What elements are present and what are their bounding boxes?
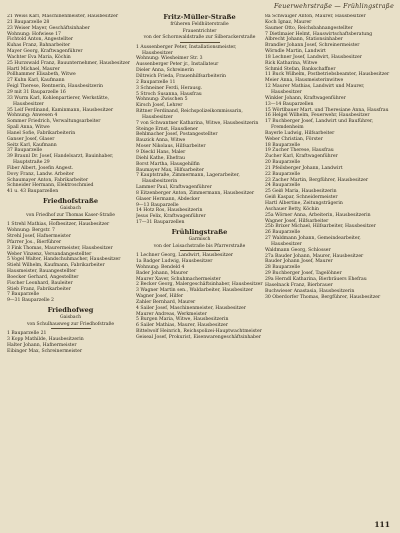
resident-entry: 15 Wörtlbauer Mart. und Theresiane Anna, Hausfrau — [265, 107, 389, 113]
resident-entry: Geiseal Josef, Prokurist, Eisenwarengeschäftsinhaber — [136, 334, 261, 340]
resident-entry: 26 Bauparzelle — [265, 230, 301, 236]
resident-entry: Diehl Kathe, Ehefrau — [136, 155, 185, 161]
resident-entry: 30 Oberdorfer Thomas, Bergführer, Hausbesitzer — [265, 294, 381, 300]
resident-entry: 5 Vogel Walter, Handschuhmacher, Hausbesitzer — [7, 257, 121, 263]
resident-entry: Wagner Josef, Hilfer — [136, 294, 184, 300]
resident-entry: Wohnung: Wiesheimer Str. 3 — [136, 56, 203, 62]
resident-entry: 18 Bauparzelle — [265, 142, 301, 148]
resident-entry: Bauder Johann Josef, Maurer — [265, 259, 333, 265]
resident-entry: 4 Sailer Josef, Maschinenmeister, Hausbesitzer — [136, 305, 246, 311]
resident-entry: 12 Maurer Mathias, Landwirt und Maurer, Hausbesitzer — [265, 84, 365, 95]
resident-entry: 18 Lechner Josef, Landwirt, Hausbesitzer — [265, 54, 362, 60]
resident-entry: Buchwieser Anastasia, Hausbesitzerin — [265, 288, 355, 294]
resident-entry: Halter Johann, Hafnermeister — [7, 343, 77, 349]
street-description: von der Schornwaldstraße zur Silberackerstraße — [143, 35, 256, 41]
resident-entry: 23 Zacher Martin, Bergführer, Hausbesitzer — [265, 177, 369, 183]
resident-entry: 27 Waldmann Johann, Gemeindearbeiter, Hausbesitzer — [265, 236, 361, 247]
resident-entry: Schmid Stefan, Bankschaffner — [265, 66, 336, 72]
resident-entry: Steinge Ernst, Hausdiener — [136, 126, 198, 132]
resident-entry: 25 Hurzswald Franz, Bauunternehmer, Hausbesitzer — [7, 60, 131, 66]
resident-entry: Dieler Anna, Schreinerin — [136, 68, 194, 74]
resident-entry: Dovy Franz, Landw. Arbeiter — [7, 171, 74, 177]
resident-entry: Fichtold Anton, Angestellter — [7, 37, 73, 43]
resident-entry: Weber Vinzenz, Versandangestellter — [7, 251, 92, 257]
resident-entry: 25a Wörner Anna, Arbeiterin, Hausbesitzerin — [265, 212, 371, 218]
resident-entry: Bader Johann, Maurer — [136, 270, 189, 276]
column-1 — [7, 14, 134, 520]
resident-entry: 23 Weiser Mayer, Geschäftsinhaber — [7, 25, 90, 31]
resident-entry: Pfarrer Jos., Bierführer — [7, 239, 62, 245]
resident-entry: 35 Leif Ferdinand, Kaminmann, Hausbesitzer — [7, 107, 114, 113]
resident-entry: 3 Schneiner Ferdi, Herausg. — [136, 85, 203, 91]
divider-rule — [51, 328, 91, 329]
resident-entry: 11 Buck Wilhelm, Postbetriebsbeamter, Hausbesitzer — [265, 72, 390, 78]
resident-entry: Hausmeister, Bauangestellter — [7, 269, 77, 275]
resident-entry: 27 Kuhn Karl, Kaufmann — [7, 78, 65, 84]
resident-entry: Wohnung: Zwischen 5 — [136, 97, 188, 103]
resident-entry: 3 Fink Thomas, Maurermeister, Hausbesitzer — [7, 245, 113, 251]
resident-entry: 25 Geiß Maria, Hausbesitzerin — [265, 189, 337, 195]
resident-entry: Lammer Paul, Kraftwagenführer — [136, 185, 212, 191]
resident-entry: Wörndle Martin, Landwirt — [265, 49, 326, 55]
resident-entry: 7 Bauparzelle — [7, 292, 40, 298]
resident-entry: Schaumayer Anton, Fabrikarbeiter — [7, 177, 89, 183]
column-3 — [265, 14, 392, 520]
resident-entry: Kirsch Josef, Lehrer — [136, 103, 183, 109]
resident-entry: 7 Dietlmaier Helmt, Hauswirtschaftsberatung — [265, 31, 373, 37]
resident-entry: Stieb Franz, Fabrikarbeiter — [7, 286, 71, 292]
resident-entry: 28 Bauparzelle — [265, 265, 301, 271]
resident-entry: 2 Bauparzelle 11 — [136, 79, 176, 85]
resident-entry: Bauzick Anna, Witwe — [136, 138, 186, 144]
resident-entry: 3 Wagner Martin sen., Waldarbeiter, Hausbesitzer — [136, 288, 253, 294]
resident-entry: Weber Christian, Förster — [265, 136, 323, 142]
resident-entry: Sommer Friedrich, Verwaltungsarbeiter — [7, 119, 101, 125]
resident-entry: Seitz Karl, Kaufmann — [7, 142, 57, 148]
street-description: Gaisbach — [59, 315, 81, 321]
resident-entry: Ganser Josef, Glaser — [7, 136, 55, 142]
resident-entry: Strehl Josef, Hafnermeister — [7, 234, 71, 240]
resident-entry: Zucher Karl, Kraftwagenführer — [265, 154, 338, 160]
resident-entry: 8 Eitzenberger Anton, Zimmermann, Hausbesitzer — [136, 190, 255, 196]
resident-entry: 22 Bauparzelle — [265, 171, 301, 177]
resident-entry: Boecker Gerhard, Angestellter — [7, 274, 79, 280]
resident-entry: Fiber Albert, Josefin Angest. — [7, 165, 74, 171]
resident-entry: 21 Bauparzelle 28 — [7, 19, 50, 25]
street-description: von Friedhof zur Thomas Kaser-Straße — [26, 212, 115, 218]
resident-entry: Jesus Felix, Kraftwagenführer — [136, 214, 206, 220]
resident-entry: Brandler Johann Josef, Schreinermeister — [265, 43, 360, 49]
resident-entry: 25b Brixer Michael, Hilfsarbeiter, Hausbesitzer — [265, 224, 376, 230]
resident-entry: Feigl Therese, Rentnerin, Hausbesitzerin — [7, 84, 104, 90]
column-2 — [136, 14, 263, 520]
resident-entry: Hartl Michael, Maurer — [7, 66, 60, 72]
resident-entry: 3 Kopp Mathilde, Hausbesitzerin — [7, 337, 84, 343]
resident-entry: 41 u. 43 Bauparzellen — [7, 189, 59, 195]
resident-entry: Pollhammer Elisabeth, Witwe — [7, 72, 76, 78]
resident-entry: Schneider Hermann, Elektroschmied — [7, 183, 94, 189]
resident-entry: Wagner Josef, Hilfsarbeiter — [265, 218, 329, 224]
resident-entry: Bayerle Ludwig, Hilfsarbeiter — [265, 130, 335, 136]
street-description: früheren Feldhüterstraße — [170, 22, 229, 27]
resident-entry: Rittner Ferdinand, Reichspolizeikommissarin, Hausbesitzer — [136, 109, 243, 120]
resident-entry: 9 Dieckl Hans, Maler — [136, 149, 186, 155]
resident-entry: Wohnung: Bergstr. 7 — [7, 228, 55, 234]
resident-entry: 1 Strehl Mathias, Hofbesitzer, Hausbesitzer — [7, 222, 110, 228]
resident-entry: 8a Schwaiger Anton, Maurer, Hausbesitzer — [265, 14, 366, 19]
resident-entry: Aussenberger Peter jr., Installateur — [136, 62, 219, 68]
resident-entry: 17 Buchberger Josef, Landwirt und Bauführer, Fremdenheim — [265, 119, 374, 131]
street-heading: Frühlingstraße — [171, 227, 228, 236]
resident-entry: Baumayer Max, Hilfsarbeiter — [136, 167, 204, 173]
resident-entry: Stiehl Wilhelm, Kaufmann, Fabrikarbeiter — [7, 263, 105, 269]
resident-entry: Haselnack Franz, Bierbrauer — [265, 282, 333, 288]
resident-entry: 33 Wurm Karl, Kohlenpartierer, Werkstätte, Hausbesitzer — [7, 95, 110, 107]
resident-entry: Wohnung: Hofwiese 17 — [7, 31, 61, 37]
resident-entry: 20 Bauparzelle — [265, 160, 301, 166]
resident-entry: 39 Braunl Dr. Josef, Handelsarzt, Bauinhaber, Hauptstraße 29 — [7, 154, 114, 166]
divider-rule — [51, 219, 91, 220]
resident-entry: Diltreich Frieda, Frauenhilfsarbeiterin — [136, 74, 226, 79]
street-description: von Schulhausweg zur Friedhofstraße — [26, 321, 115, 327]
resident-entry: 29 Buchberger Josef, Tagelöhner — [265, 271, 342, 277]
resident-entry: 29a Herndl Katharina, Bierbräuers Ehefrau — [265, 276, 367, 282]
resident-entry: 1 Lechner Georg, Landwirt, Hausbesitzer — [136, 253, 234, 259]
resident-entry: Zahler Bernhard, Maurer — [136, 299, 196, 305]
resident-entry: 29 mit 31 Bauparzelle 16 — [7, 89, 66, 95]
resident-entry: 16 Helgel Wilhelm, Feuerwehr, Hausbesitzer — [265, 113, 370, 119]
resident-entry: Geiß Kaspar, Schneidermeister — [265, 195, 338, 201]
columns — [7, 14, 395, 520]
street-description: von der Loisachstraße bis Pfarrerstraße — [153, 243, 246, 249]
resident-entry: Winkler Johann, Kraftwagenführer — [265, 95, 346, 101]
resident-entry: 7 Kauptstraße, Zimmermann, Lagerarbeiter, Hausbesitzerin — [136, 173, 240, 185]
resident-entry: Behlmacher Josef, Postangestellter — [136, 132, 218, 138]
resident-entry: Maurer Andreas, Werkmeister — [136, 311, 207, 317]
resident-entry: 21 Weiss Karl, Maschinenmeister, Hausbesitzer — [7, 14, 119, 19]
resident-entry: 7 von Schwantner Katharina, Witwe, Hausbesitzerin — [136, 120, 259, 126]
resident-entry: 14 Hotz Ros, Hausbesitzerin — [136, 208, 203, 214]
resident-entry: Hanel Sofie, Fabrikarbeiterin — [7, 130, 76, 136]
resident-entry: 27a Bauder Johann, Maurer, Hausbesitzer — [265, 253, 364, 259]
resident-entry: Wachter Eva Maria, Köchin — [7, 54, 71, 60]
resident-entry: 19 Zucher Therese, Hausfrau — [265, 148, 334, 154]
divider-rule — [180, 42, 220, 43]
resident-entry: 6 Sailer Mathias, Maurer, Hausbesitzer — [136, 323, 228, 329]
divider-rule — [180, 250, 220, 251]
resident-entry: Kuhas Franz, Bahnarbeiter — [7, 43, 71, 49]
resident-entry: 1 Aussenberger Peter, Installationsmeister, Hausbesitzer — [136, 44, 237, 56]
resident-entry: 1a Badger Ludwig, Hausbesitzer — [136, 258, 213, 264]
resident-entry: Rick Katharina, Witwe — [265, 60, 318, 66]
resident-entry: 9—31 Bauparzelle 2 — [7, 298, 54, 304]
resident-entry: 21 Pfeilsberger Johann, Landwirt — [265, 165, 343, 171]
street-description: Garmisch — [188, 236, 211, 242]
resident-entry: Meier Anna, Hausmeisterinwitwe — [265, 78, 344, 84]
resident-entry: Koch Ignaz, Maurer — [265, 19, 312, 25]
resident-entry: Borst Martha, Hausgehilfin — [136, 161, 200, 167]
running-header: Feuerwehrstraße — Frühlingstraße — [274, 3, 394, 10]
resident-entry: 13—14 Bauparzellen — [265, 101, 314, 107]
resident-entry: Aschauer Betty, Köchin — [265, 206, 320, 212]
street-heading: Friedhofstraße — [42, 197, 99, 206]
resident-entry: Maurer Xaver, Schuhmachermeister — [136, 276, 221, 282]
resident-entry: Eibinger Max, Schreinermeister — [7, 348, 83, 354]
resident-entry: 1 Bauparzelle 21 — [7, 331, 47, 337]
resident-entry: Mayer Georg, Kraftwagenführer — [7, 49, 83, 55]
resident-entry: Fischer Leonhard, Bauleiter — [7, 280, 73, 286]
resident-entry: 37 Bauparzelle — [7, 148, 43, 154]
page-number: 111 — [374, 520, 390, 529]
resident-entry: 9—13 Bauparzelle — [136, 202, 179, 208]
resident-entry: Glaser Hermann, Abdecker — [136, 196, 200, 202]
resident-entry: Saumer Otto, Reichsbahnangestellter — [265, 25, 353, 31]
resident-entry: 5 Burgen Maria, Witwe, Hausbesitzerin — [136, 317, 229, 323]
resident-entry: Spall Anna, Witwe — [7, 125, 50, 131]
resident-entry: Wohnung: Bendeld 4 — [136, 264, 185, 270]
resident-entry: Hartl Albertine, Zeitungsträgerin — [265, 201, 343, 206]
resident-entry: 5 Stroch Susanna, Hausfrau — [136, 91, 202, 97]
resident-entry: Wohnung: Anwesen 4 — [7, 113, 58, 119]
resident-entry: Bittelwolf Heinrich, Reichspolizei-Hauptwachtmeister — [136, 329, 262, 335]
street-heading: Friedhofweg — [47, 306, 94, 315]
street-description: Frauentrichter — [182, 28, 217, 34]
resident-entry: Waldmann Georg, Schlosser — [265, 247, 331, 253]
street-heading: Fritz-Müller-Straße — [163, 14, 236, 21]
resident-entry: 17—31 Bauparzellen — [136, 220, 185, 226]
resident-entry: 24 Bauparzelle — [265, 183, 301, 189]
resident-entry: Albrecht Johann, Stationsinhaber — [265, 37, 343, 43]
street-description: Gaisbach — [59, 206, 81, 212]
resident-entry: Moser Nikolaus, Hilfsarbeiter — [136, 144, 206, 150]
resident-entry: 2 Becker Georg, Malergeschäftsinhaber, Hausbesitzer — [136, 282, 263, 288]
